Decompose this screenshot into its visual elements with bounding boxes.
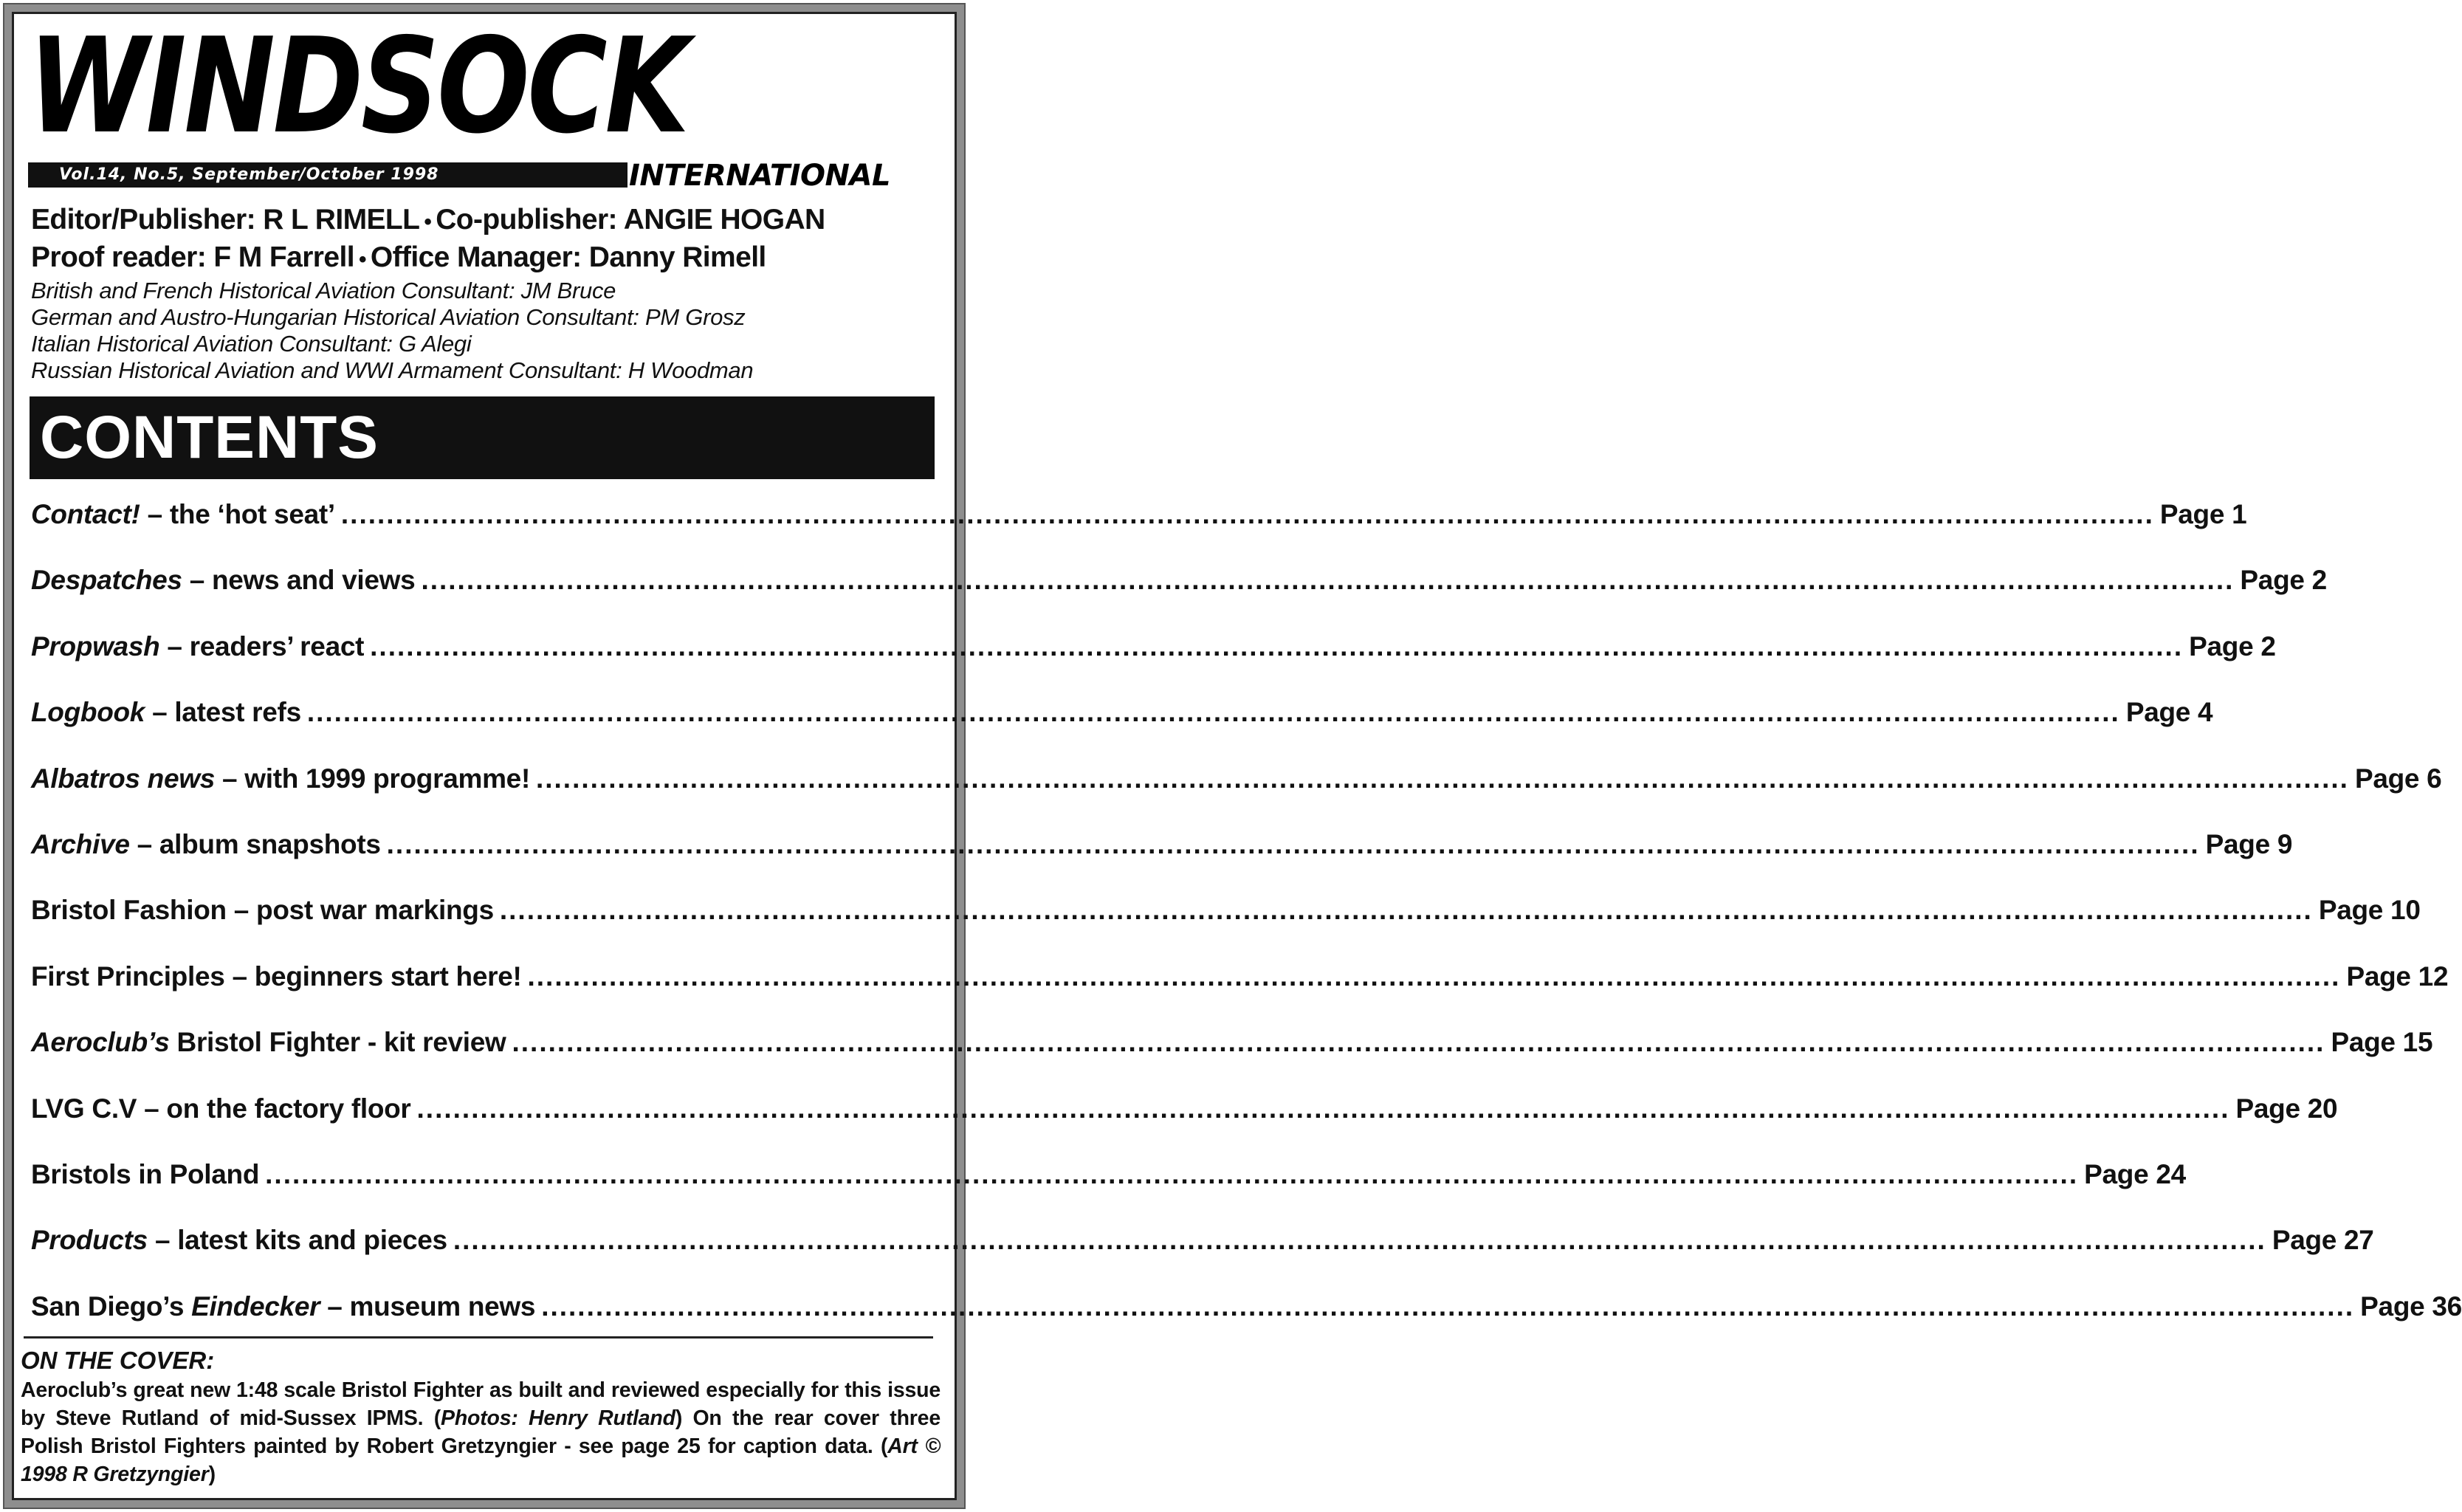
credit-line-2 xyxy=(31,240,946,278)
cover-text-part: Aeroclub’s great new 1:48 scale Bristol Fighter as built and reviewed especially for this issue by Steve Rutland of mid-Sussex IPMS. ( xyxy=(21,1378,941,1430)
toc-entry-feature-name: Despatches xyxy=(31,565,182,596)
toc-entry-description: – latest refs xyxy=(145,697,301,728)
toc-page-number: Page 27 xyxy=(2272,1225,2374,1256)
toc-dot-leader: ........................................................................................................................................................................................................ xyxy=(527,961,2341,992)
toc-entry-feature-name: Logbook xyxy=(31,697,145,728)
masthead-title: WINDSOCK xyxy=(28,10,687,162)
toc-entry-title xyxy=(31,619,364,674)
toc-entry-title xyxy=(31,752,530,806)
proofreader-credit: Proof reader: F M Farrell xyxy=(31,241,354,273)
cover-text-part: ) xyxy=(208,1463,216,1486)
consultant-credit: Italian Historical Aviation Consultant: G Alegi xyxy=(31,331,472,357)
toc-dot-leader: ........................................................................................................................................................................................................ xyxy=(535,763,2349,794)
toc-page-number: Page 36 xyxy=(2360,1291,2462,1322)
toc-entry-title xyxy=(31,1279,535,1334)
toc-page-number: Page 1 xyxy=(2159,499,2247,529)
toc-dot-leader: ........................................................................................................................................................................................................ xyxy=(421,565,2235,596)
toc-entry-feature-name: Archive xyxy=(31,828,130,859)
toc-entry-title xyxy=(31,1147,259,1202)
toc-dot-leader: ........................................................................................................................................................................................................ xyxy=(453,1225,2266,1256)
issue-info-bar: Vol.14, No.5, September/October 1998 xyxy=(28,162,627,188)
toc-entry-title xyxy=(31,685,301,740)
cover-text-part: ) On the rear cover three Polish Bristol Fighters painted by Robert Gretzyngier - see page 25 for caption data. ( xyxy=(21,1406,941,1458)
table-of-contents xyxy=(31,487,2462,1345)
toc-row xyxy=(31,883,2421,949)
toc-row xyxy=(31,1147,2186,1213)
toc-entry-title xyxy=(31,553,415,608)
contents-heading: CONTENTS xyxy=(40,404,379,471)
toc-entry-feature-name: Aeroclub’s xyxy=(31,1027,170,1058)
masthead-subtitle: INTERNATIONAL xyxy=(629,159,890,193)
toc-page-number: Page 2 xyxy=(2189,630,2276,662)
copublisher-credit: Co-publisher: ANGIE HOGAN xyxy=(436,204,825,236)
photo-credit: Photos: Henry Rutland xyxy=(441,1406,675,1430)
credits-block xyxy=(31,202,946,384)
toc-entry-feature-name: Eindecker xyxy=(191,1291,320,1322)
toc-entry-title xyxy=(31,1082,411,1136)
toc-entry-prefix: San Diego’s xyxy=(31,1291,192,1322)
toc-entry-description: – latest kits and pieces xyxy=(147,1225,447,1256)
toc-row xyxy=(31,752,2442,817)
toc-dot-leader: ........................................................................................................................................................................................................ xyxy=(512,1027,2325,1058)
toc-page-number: Page 4 xyxy=(2125,697,2213,728)
toc-page-number: Page 9 xyxy=(2205,828,2293,859)
toc-dot-leader: ........................................................................................................................................................................................................ xyxy=(416,1093,2230,1124)
cover-heading: ON THE COVER: xyxy=(21,1347,215,1374)
toc-page-number: Page 12 xyxy=(2346,961,2449,992)
toc-dot-leader: ........................................................................................................................................................................................................ xyxy=(306,697,2120,728)
toc-row xyxy=(31,1015,2433,1081)
toc-page-number: Page 6 xyxy=(2354,763,2442,794)
toc-page-number: Page 10 xyxy=(2318,895,2421,926)
toc-page-number: Page 15 xyxy=(2331,1027,2433,1058)
toc-dot-leader: ........................................................................................................................................................................................................ xyxy=(340,499,2154,529)
toc-entry-title xyxy=(31,883,494,938)
toc-row xyxy=(31,1082,2338,1147)
cover-description xyxy=(21,1376,941,1488)
consultant-credit: German and Austro-Hungarian Historical Aviation Consultant: PM Grosz xyxy=(31,304,746,330)
toc-row xyxy=(31,1279,2462,1345)
toc-row xyxy=(31,949,2449,1015)
toc-entry-title xyxy=(31,949,522,1004)
toc-dot-leader: ........................................................................................................................................................................................................ xyxy=(499,895,2313,926)
toc-dot-leader: ........................................................................................................................................................................................................ xyxy=(541,1291,2355,1322)
toc-row xyxy=(31,1213,2374,1279)
toc-entry-feature-name: Contact! xyxy=(31,499,140,529)
toc-page-number: Page 20 xyxy=(2235,1093,2338,1124)
editor-credit: Editor/Publisher: R L RIMELL xyxy=(31,204,420,236)
toc-entry-prefix: Bristols in Poland xyxy=(31,1158,260,1189)
toc-entry-prefix: First Principles – beginners start here! xyxy=(31,961,522,992)
toc-entry-description: – the ‘hot seat’ xyxy=(140,499,335,529)
toc-row xyxy=(31,619,2276,685)
toc-page-number: Page 24 xyxy=(2084,1158,2186,1189)
office-manager-credit: Office Manager: Danny Rimell xyxy=(370,241,766,273)
toc-entry-title xyxy=(31,1213,447,1268)
bullet-separator: • xyxy=(424,210,432,234)
credit-line-1 xyxy=(31,202,946,240)
toc-entry-feature-name: Products xyxy=(31,1225,148,1256)
consultant-credit: British and French Historical Aviation Consultant: JM Bruce xyxy=(31,278,616,303)
cover-caption xyxy=(21,1345,941,1488)
toc-dot-leader: ........................................................................................................................................................................................................ xyxy=(370,630,2184,662)
toc-page-number: Page 2 xyxy=(2240,565,2327,596)
divider-rule xyxy=(24,1336,933,1339)
bullet-separator: • xyxy=(358,247,366,272)
toc-entry-title xyxy=(31,487,335,542)
toc-entry-description: – museum news xyxy=(320,1291,536,1322)
toc-row xyxy=(31,487,2247,553)
toc-dot-leader: ........................................................................................................................................................................................................ xyxy=(265,1158,2079,1189)
toc-entry-feature-name: Albatros news xyxy=(31,763,215,794)
toc-entry-prefix: Bristol Fashion – post war markings xyxy=(31,895,494,926)
toc-row xyxy=(31,553,2327,619)
toc-row xyxy=(31,817,2293,883)
masthead xyxy=(28,10,932,162)
toc-entry-title xyxy=(31,817,381,872)
toc-entry-description: – with 1999 programme! xyxy=(215,763,530,794)
art-credit: Art © 1998 R Gretzyngier xyxy=(21,1434,941,1486)
toc-dot-leader: ........................................................................................................................................................................................................ xyxy=(386,828,2200,859)
toc-entry-description: Bristol Fighter - kit review xyxy=(169,1027,506,1058)
toc-row xyxy=(31,685,2213,751)
toc-entry-feature-name: Propwash xyxy=(31,630,160,662)
toc-entry-title xyxy=(31,1015,506,1070)
contents-heading-banner xyxy=(30,396,935,479)
toc-entry-description: – news and views xyxy=(182,565,416,596)
consultant-credit: Russian Historical Aviation and WWI Armament Consultant: H Woodman xyxy=(31,357,754,383)
toc-entry-description: – readers’ react xyxy=(159,630,365,662)
toc-entry-prefix: LVG C.V – on the factory floor xyxy=(31,1093,411,1124)
toc-entry-description: – album snapshots xyxy=(129,828,381,859)
